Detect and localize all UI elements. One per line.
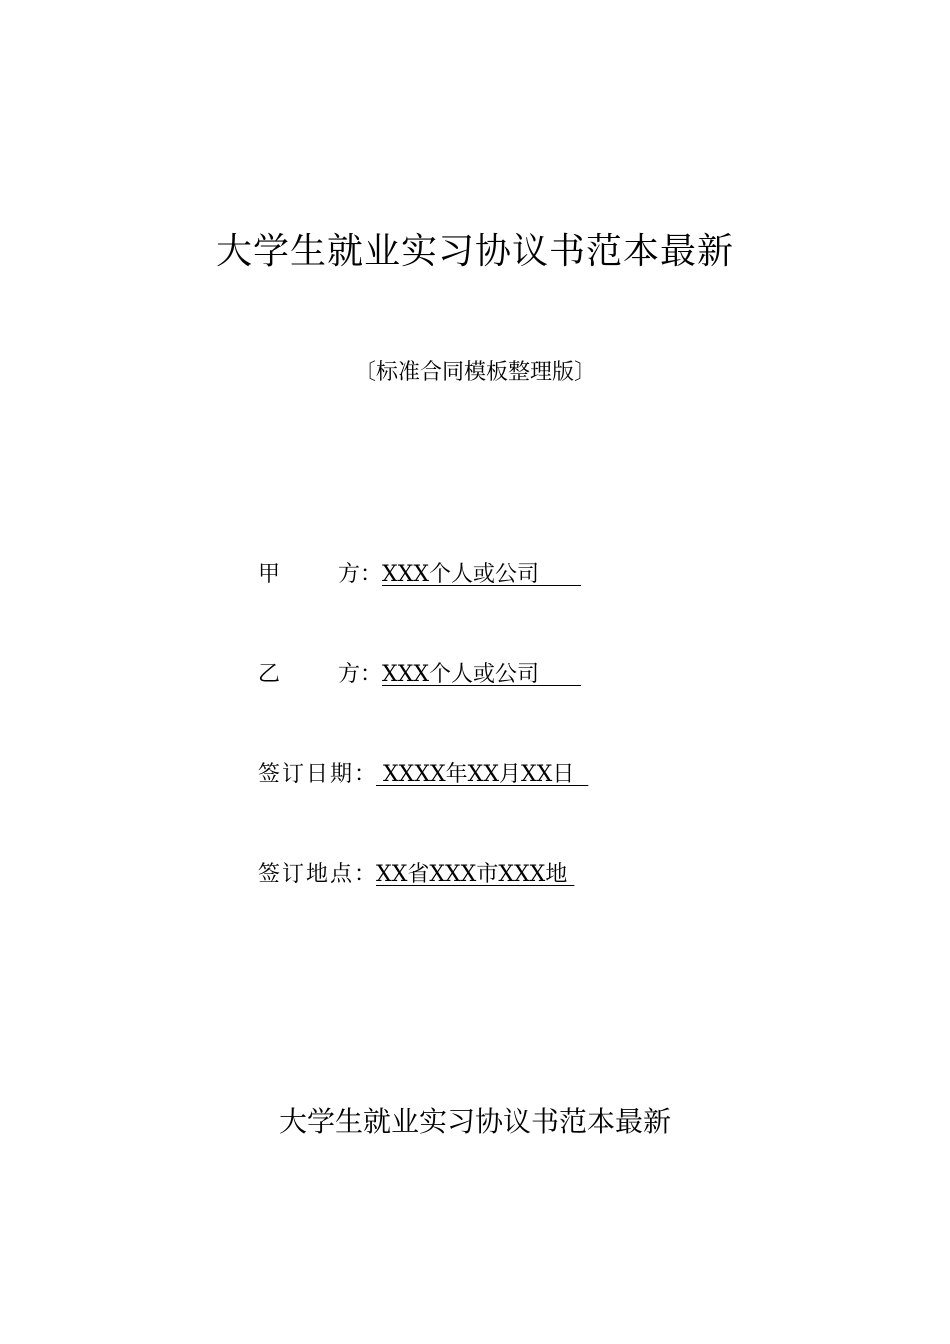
signing-place-label: 签订地点 <box>258 862 355 887</box>
party-b-value: XXX个人或公司 <box>382 662 581 687</box>
party-b-colon: ： <box>360 662 383 687</box>
document-title: 大学生就业实习协议书范本最新 <box>215 231 734 272</box>
signing-date-colon: ： <box>354 762 377 787</box>
footer-title: 大学生就业实习协议书范本最新 <box>278 1105 671 1138</box>
party-b-label-second: 方 <box>338 662 361 687</box>
signing-place-value: XX省XXX市XXX地 <box>376 862 575 887</box>
signing-place-colon: ： <box>354 862 377 887</box>
party-b-field <box>258 657 581 693</box>
party-a-field <box>258 557 581 593</box>
party-a-label-first: 甲 <box>258 562 281 587</box>
signing-date-value: XXXX年XX月XX日 <box>376 762 589 787</box>
document-subtitle: 〔标准合同模板整理版〕 <box>353 360 596 385</box>
signing-date-label: 签订日期 <box>258 762 355 787</box>
signing-place-field <box>258 857 574 893</box>
party-b-label-first: 乙 <box>258 662 281 687</box>
signing-date-field <box>258 757 588 793</box>
party-a-label-second: 方 <box>338 562 361 587</box>
party-a-value: XXX个人或公司 <box>382 562 581 587</box>
party-a-colon: ： <box>360 562 383 587</box>
